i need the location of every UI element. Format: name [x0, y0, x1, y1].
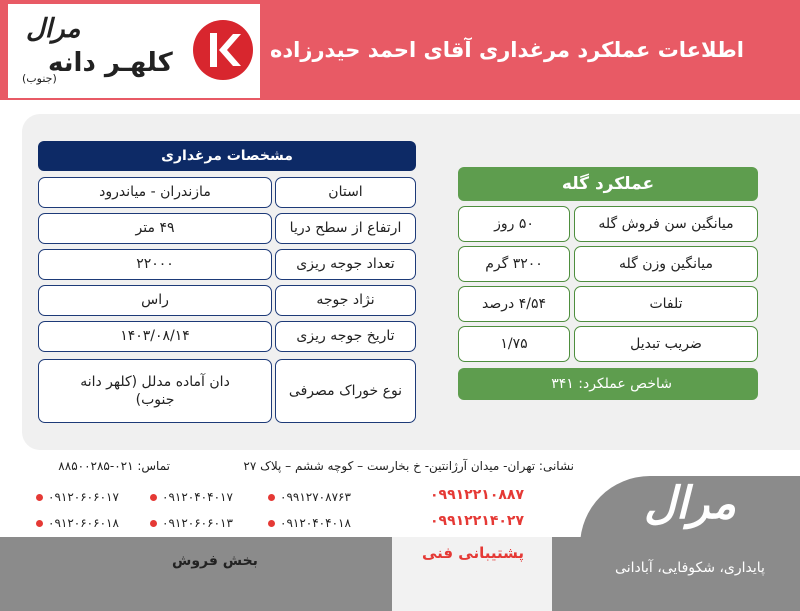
- spec-label-province: استان: [275, 177, 416, 208]
- perf-value-age: ۵۰ روز: [458, 206, 570, 242]
- spec-label-breed: نژاد جوجه: [275, 285, 416, 316]
- support-label: پشتیبانی فنی: [421, 544, 525, 562]
- spec-value-chick-count: ۲۲۰۰۰: [38, 249, 272, 280]
- sales-number[interactable]: ۰۹۱۲۰۴۰۴۰۱۷: [150, 489, 233, 505]
- company-logo: [8, 4, 260, 98]
- address-text: نشانی: تهران- میدان آرژانتین- خ بخارست – کوچه ششم – پلاک ۲۷: [243, 459, 574, 473]
- spec-value-altitude: ۴۹ متر: [38, 213, 272, 244]
- sales-number[interactable]: ۰۹۱۲۰۴۰۴۰۱۸: [268, 515, 351, 531]
- sales-number[interactable]: ۰۹۱۲۰۶۰۶۰۱۷: [36, 489, 119, 505]
- spec-value-date: ۱۴۰۳/۰۸/۱۴: [38, 321, 272, 352]
- spec-value-feed: دان آماده مدلل (کلهر دانه جنوب): [38, 359, 272, 423]
- performance-title: عملکرد گله: [458, 167, 758, 201]
- sales-number[interactable]: ۰۹۹۱۲۷۰۸۷۶۳: [268, 489, 351, 505]
- perf-label-fcr: ضریب تبدیل: [574, 326, 758, 362]
- specs-title: مشخصات مرغداری: [38, 141, 416, 171]
- spec-value-breed: راس: [38, 285, 272, 316]
- brand-slogan: پایداری، شکوفایی، آبادانی: [615, 560, 765, 576]
- logo-word: مرال: [26, 14, 81, 44]
- sales-label: بخش فروش: [172, 553, 258, 569]
- support-number[interactable]: ۰۹۹۱۲۲۱۰۸۸۷: [430, 487, 524, 503]
- page-title: اطلاعات عملکرد مرغداری آقای احمد حیدرزاده: [270, 38, 744, 62]
- sales-number[interactable]: ۰۹۱۲۰۶۰۶۰۱۸: [36, 515, 119, 531]
- phone-text: تماس: ۰۲۱-۸۸۵۰۰۲۸۵: [58, 459, 170, 473]
- perf-label-mortality: تلفات: [574, 286, 758, 322]
- spec-label-feed: نوع خوراک مصرفی: [275, 359, 416, 423]
- header-banner: [0, 0, 800, 100]
- perf-value-fcr: ۱/۷۵: [458, 326, 570, 362]
- brand-logo: مرال: [643, 478, 737, 529]
- support-number[interactable]: ۰۹۹۱۲۲۱۴۰۲۷: [430, 513, 524, 529]
- spec-value-province: مازندران - میاندرود: [38, 177, 272, 208]
- perf-value-weight: ۳۲۰۰ گرم: [458, 246, 570, 282]
- spec-label-altitude: ارتفاع از سطح دریا: [275, 213, 416, 244]
- perf-value-mortality: ۴/۵۴ درصد: [458, 286, 570, 322]
- perf-label-age: میانگین سن فروش گله: [574, 206, 758, 242]
- perf-label-weight: میانگین وزن گله: [574, 246, 758, 282]
- logo-k-icon: [193, 20, 253, 80]
- spec-label-date: تاریخ جوجه ریزی: [275, 321, 416, 352]
- performance-index: شاخص عملکرد: ۳۴۱: [458, 368, 758, 400]
- logo-company-name: کلهـر دانه: [48, 48, 173, 78]
- sales-number[interactable]: ۰۹۱۲۰۶۰۶۰۱۳: [150, 515, 233, 531]
- logo-region: (جنوب): [22, 72, 57, 85]
- spec-label-chick-count: تعداد جوجه ریزی: [275, 249, 416, 280]
